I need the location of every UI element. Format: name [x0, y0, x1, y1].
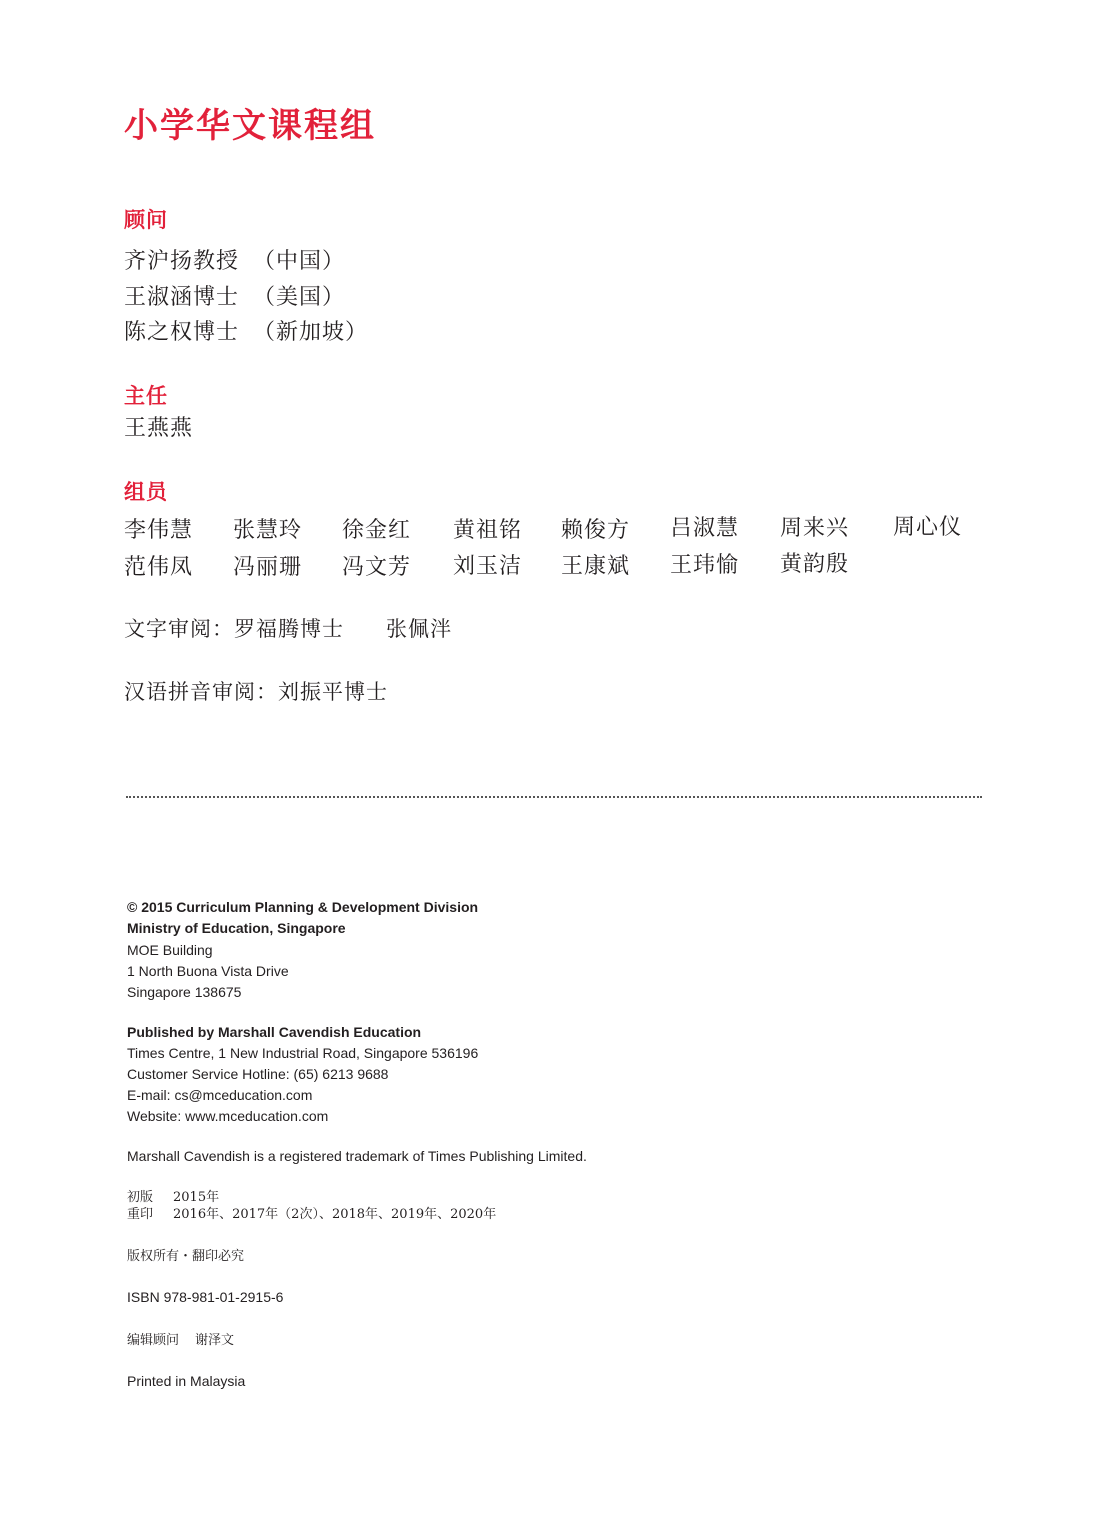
member-name: 黄韵殷	[780, 552, 850, 577]
member-name: 周来兴	[780, 516, 850, 541]
copyright-line: © 2015 Curriculum Planning & Development Division	[127, 899, 479, 915]
advisor-name: 王淑涵博士	[124, 285, 240, 310]
member-name: 赖俊方	[561, 518, 631, 543]
reprint-line	[127, 1206, 496, 1223]
member-name: 黄祖铭	[453, 518, 523, 543]
publisher-line: Published by Marshall Cavendish Education	[127, 1024, 422, 1040]
members-heading: 组员	[124, 480, 168, 504]
member-name: 王玮愉	[670, 553, 740, 578]
copyright-line: 1 North Buona Vista Drive	[127, 963, 289, 979]
advisor-item	[124, 244, 345, 275]
member-name: 周心仪	[893, 515, 963, 540]
member-name: 范伟凤	[124, 555, 194, 580]
advisor-item	[124, 315, 368, 346]
member-name: 冯丽珊	[233, 555, 303, 580]
member-name: 冯文芳	[342, 555, 412, 580]
advisor-country: （美国）	[253, 285, 346, 310]
director-name: 王燕燕	[124, 416, 194, 441]
publisher-website: Website: www.mceducation.com	[127, 1108, 329, 1124]
publisher-line: Times Centre, 1 New Industrial Road, Singapore 536196	[127, 1045, 479, 1061]
advisors-heading: 顾问	[124, 208, 168, 232]
reprint-value: 2016年、2017年（2次）、2018年、2019年、2020年	[173, 1207, 497, 1222]
member-name: 王康斌	[561, 554, 631, 579]
publisher-line: Customer Service Hotline: (65) 6213 9688	[127, 1066, 389, 1082]
editor-label: 编辑顾问	[127, 1333, 180, 1348]
trademark-notice: Marshall Cavendish is a registered trademark of Times Publishing Limited.	[127, 1148, 587, 1164]
copyright-line: MOE Building	[127, 942, 213, 958]
publisher-email: E-mail: cs@mceducation.com	[127, 1087, 313, 1103]
first-edition-line	[127, 1189, 219, 1206]
member-name: 张慧玲	[233, 518, 303, 543]
advisor-item	[124, 280, 345, 311]
member-name: 徐金红	[342, 518, 412, 543]
rights-notice: 版权所有・翻印必究	[127, 1249, 245, 1264]
advisor-name: 陈之权博士	[124, 320, 240, 345]
pinyin-review-label: 汉语拼音审阅：	[124, 680, 278, 704]
dotted-divider	[126, 796, 982, 798]
editor-line	[127, 1332, 234, 1349]
advisor-country: （中国）	[253, 249, 346, 274]
copyright-line: Ministry of Education, Singapore	[127, 920, 346, 936]
reprint-label: 重印	[127, 1207, 154, 1222]
advisor-country: （新加坡）	[253, 320, 369, 345]
director-heading: 主任	[124, 384, 168, 408]
pinyin-reviewer-name: 刘振平博士	[278, 680, 388, 704]
text-reviewer-name: 张佩泮	[386, 617, 452, 641]
advisor-name: 齐沪扬教授	[124, 249, 240, 274]
member-name: 吕淑慧	[670, 516, 740, 541]
editor-name: 谢泽文	[195, 1333, 235, 1348]
text-reviewer-name: 罗福腾博士	[234, 617, 344, 641]
text-review-label: 文字审阅：	[124, 617, 234, 641]
member-name: 李伟慧	[124, 518, 194, 543]
member-name: 刘玉洁	[453, 554, 523, 579]
printed-in: Printed in Malaysia	[127, 1373, 246, 1389]
copyright-line: Singapore 138675	[127, 984, 242, 1000]
text-review-line	[124, 613, 452, 643]
isbn: ISBN 978-981-01-2915-6	[127, 1289, 284, 1305]
page-title: 小学华文课程组	[124, 106, 376, 146]
first-edition-value: 2015年	[173, 1190, 220, 1205]
first-edition-label: 初版	[127, 1190, 154, 1205]
pinyin-review-line	[124, 676, 388, 706]
